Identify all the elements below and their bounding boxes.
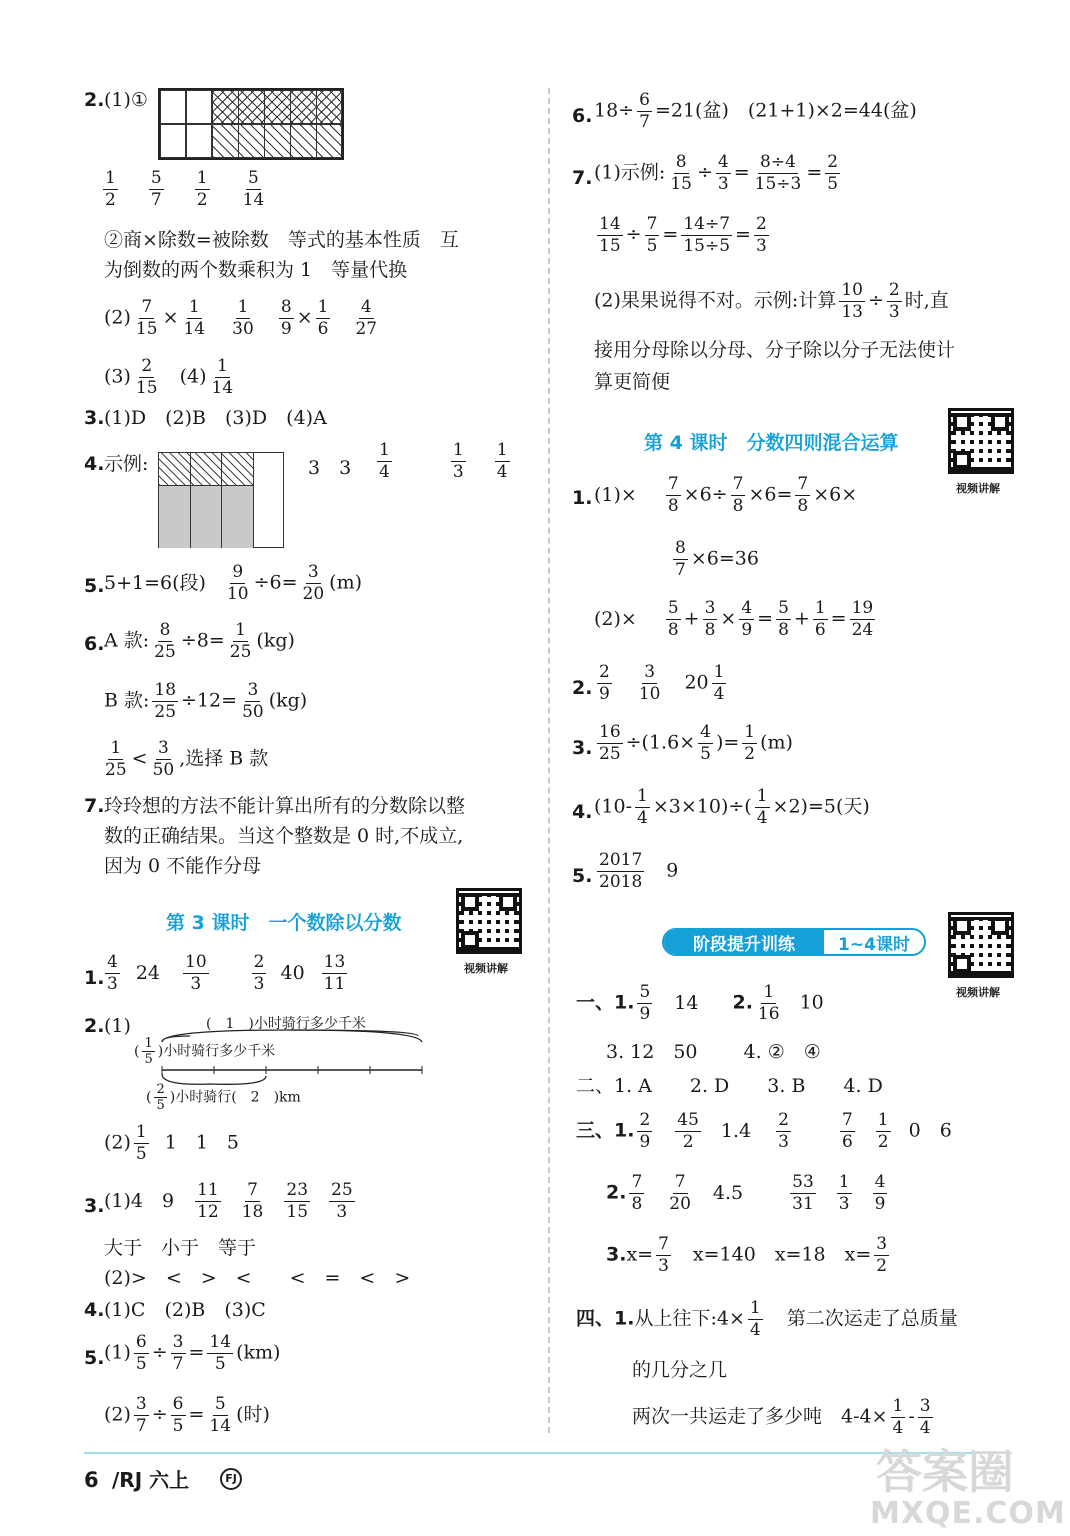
q2-part2-fractions: (2) $\frac{7}{15}$ × $\frac{1}{14}$ $\frac{1}{30}$ $\frac{8}{9}$ × $\frac{1}{6}$ $\frac{4}{27}$	[104, 297, 378, 339]
q2-part2-line1: ②商×除数=被除数 等式的基本性质 互	[104, 229, 459, 251]
qr-label-stage: 视频讲解	[956, 986, 1000, 999]
grade-label: /RJ 六上	[112, 1468, 190, 1492]
q7-line3: 因为 0 不能作分母	[104, 855, 262, 877]
q5-answer: 5+1=6(段) $\frac{9}{10}$ ÷6= $\frac{3}{20}$ (m)	[104, 562, 362, 604]
q7-number: 7.	[84, 795, 105, 817]
l3-q2-part2: (2) $\frac{1}{5}$ 1 1 5	[104, 1122, 240, 1164]
l3-q4-number: 4.	[84, 1299, 105, 1321]
q2-part3-4: (3) $\frac{2}{15}$ (4) $\frac{1}{14}$	[104, 356, 234, 398]
region-mark: FJ	[220, 1468, 242, 1490]
l3-q5-number: 5.	[84, 1347, 105, 1369]
q4-fractions: $\frac{1}{4}$ $\frac{1}{3}$ $\frac{1}{4}$	[379, 440, 508, 482]
q6-number: 6.	[84, 633, 105, 655]
r4-q4-number: 4.	[572, 801, 593, 823]
section-title-lesson3: 第 3 课时 一个数除以分数	[166, 912, 402, 934]
footer-rule	[84, 1452, 990, 1454]
q2-part1: (1)①	[104, 89, 148, 111]
qr-code-stage[interactable]	[948, 912, 1014, 978]
stage-part4-row1: 四、1.从上往下:4× $\frac{1}{4}$ 第二次运走了总质量	[576, 1298, 958, 1340]
column-divider	[548, 88, 550, 1433]
l3-q5-part2: (2) $\frac{3}{7}$ ÷ $\frac{6}{5}$ = $\frac{5}{14}$ (时)	[104, 1394, 270, 1436]
r-q7-example2: $\frac{14}{15}$ ÷ $\frac{7}{5}$ = $\frac{14\div 7}{15\div 5}$ = $\frac{2}{3}$	[599, 214, 767, 256]
r-q6-number: 6.	[572, 105, 593, 127]
r-q7-part2-line1: (2)果果说得不对。示例:计算 $\frac{10}{13}$ ÷ $\frac{2}{3}$ 时,直	[594, 280, 949, 322]
diagram-top-label: ( 1 )小时骑行多少千米	[206, 1016, 366, 1032]
r4-q1-part1: (1)× $\frac{7}{8}$ ×6÷ $\frac{7}{8}$ ×6= $\frac{7}{8}$ ×6×	[594, 474, 858, 516]
q5-number: 5.	[84, 575, 105, 597]
r4-q5-answer: $\frac{2017}{2018}$ 9	[599, 850, 679, 892]
qr-label-lesson3: 视频讲解	[464, 962, 508, 975]
q3-answers: (1)D (2)B (3)D (4)A	[104, 407, 327, 429]
diagram-mid-label: ( $\frac{1}{5}$ )小时骑行多少千米	[134, 1036, 276, 1067]
shaded-grid-diagram	[158, 88, 344, 160]
r4-q1-part1-cont: $\frac{8}{7}$ ×6=36	[675, 538, 759, 580]
diagram-bottom-label: ( $\frac{2}{5}$ )小时骑行( 2 )km	[146, 1082, 301, 1113]
q4-label: 示例:	[104, 453, 149, 475]
qr-code-lesson4[interactable]	[948, 408, 1014, 474]
l3-q4-answers: (1)C (2)B (3)C	[104, 1299, 266, 1321]
q7-line1: 玲玲想的方法不能计算出所有的分数除以整	[104, 795, 466, 817]
l3-q2-part1: (1)	[104, 1015, 131, 1037]
l3-q5-part1: (1) $\frac{6}{5}$ ÷ $\frac{3}{7}$ = $\frac{14}{5}$ (km)	[104, 1332, 281, 1374]
q4-grid-diagram	[158, 452, 284, 548]
q6-line-a: A 款: $\frac{8}{25}$ ÷8= $\frac{1}{25}$ (kg)	[104, 620, 295, 662]
r-q6-answer: 18÷ $\frac{6}{7}$ =21(盆) (21+1)×2=44(盆)	[594, 90, 917, 132]
qr-code-lesson3[interactable]	[456, 888, 522, 954]
q2-part2-line2: 为倒数的两个数乘积为 1 等量代换	[104, 259, 408, 281]
q2-fractions: $\frac{1}{2}$ $\frac{5}{7}$ $\frac{1}{2}$ $\frac{5}{14}$	[105, 168, 265, 210]
r4-q2-answers: $\frac{2}{9}$ $\frac{3}{10}$ 20 $\frac{1}{4}$	[599, 662, 725, 704]
stage-part2: 二、1. A 2. D 3. B 4. D	[576, 1075, 883, 1097]
l3-q3-part1: (1)4 9 $\frac{11}{12}$ $\frac{7}{18}$ $\frac{23}{15}$ $\frac{25}{3}$	[104, 1180, 353, 1222]
stage-part3-row3: 3.x= $\frac{7}{3}$ x=140 x=18 x= $\frac{3}{2}$	[606, 1234, 888, 1276]
q2-number: 2.	[84, 89, 105, 111]
r4-q1-part2: (2)× $\frac{5}{8}$ + $\frac{3}{8}$ × $\frac{4}{9}$ = $\frac{5}{8}$ + $\frac{1}{6}$ = $\frac{19}{24}$	[594, 598, 874, 640]
q3-number: 3.	[84, 407, 105, 429]
r-q7-part2-line2: 接用分母除以分母、分子除以分子无法使计	[594, 339, 956, 361]
stage-banner-range: 1~4课时	[838, 934, 910, 955]
r-q7-example1: (1)示例: $\frac{8}{15}$ ÷ $\frac{4}{3}$ = $\frac{8\div 4}{15\div 3}$ = $\frac{2}{5}$	[594, 152, 839, 194]
stage-part1-row2: 3. 12 50 4. ② ④	[606, 1041, 821, 1063]
r4-q3-answer: $\frac{16}{25}$ ÷(1.6× $\frac{4}{5}$ )= $\frac{1}{2}$ (m)	[599, 722, 793, 764]
l3-q3-part2: (2)> < > < < = < >	[104, 1267, 411, 1289]
r4-q3-number: 3.	[572, 737, 593, 759]
r4-q2-number: 2.	[572, 677, 593, 699]
q4-numbers: 3 3	[308, 457, 352, 479]
stage-banner-title: 阶段提升训练	[664, 930, 824, 954]
q6-compare: $\frac{1}{25}$ < $\frac{3}{50}$ ,选择 B 款	[105, 738, 269, 780]
watermark-url: MXQE.COM	[870, 1496, 1066, 1531]
stage-part3-row1: 三、1. $\frac{2}{9}$ $\frac{45}{2}$ 1.4 $\frac{2}{3}$ $\frac{7}{6}$ $\frac{1}{2}$ 0 6	[576, 1110, 952, 1152]
l3-q1-number: 1.	[84, 967, 105, 989]
r-q7-part2-line3: 算更简便	[594, 371, 671, 393]
r-q7-number: 7.	[572, 167, 593, 189]
page-number: 6	[84, 1468, 99, 1492]
stage-part3-row2: 2. $\frac{7}{8}$ $\frac{7}{20}$ 4.5 $\frac{53}{31}$ $\frac{1}{3}$ $\frac{4}{9}$	[606, 1172, 886, 1214]
l3-q3-number: 3.	[84, 1195, 105, 1217]
l3-q1-answers: $\frac{4}{3}$ 24 $\frac{10}{3}$ $\frac{2}{3}$ 40 $\frac{13}{11}$	[107, 952, 346, 994]
stage-part4-row3: 两次一共运走了多少吨 4-4× $\frac{1}{4}$ - $\frac{3}{4}$	[632, 1396, 931, 1438]
q6-line-b: B 款: $\frac{18}{25}$ ÷12= $\frac{3}{50}$ (kg)	[104, 680, 308, 722]
q7-line2: 数的正确结果。当这个整数是 0 时,不成立,	[104, 825, 464, 847]
r4-q5-number: 5.	[572, 865, 593, 887]
stage-training-banner	[662, 928, 926, 956]
q4-number: 4.	[84, 453, 105, 475]
r4-q1-number: 1.	[572, 487, 593, 509]
stage-part1-row1: 一、1. $\frac{5}{9}$ 14 2. $\frac{1}{16}$ 10	[576, 982, 824, 1024]
l3-q2-number: 2.	[84, 1015, 105, 1037]
qr-label-lesson4: 视频讲解	[956, 482, 1000, 495]
stage-part4-row2: 的几分之几	[632, 1359, 728, 1381]
watermark-logo: 答案圈	[876, 1445, 1014, 1499]
r4-q4-answer: (10- $\frac{1}{4}$ ×3×10)÷( $\frac{1}{4}$ ×2)=5(天)	[594, 786, 870, 828]
l3-q3-words: 大于 小于 等于	[104, 1237, 257, 1259]
section-title-lesson4: 第 4 课时 分数四则混合运算	[644, 432, 899, 454]
